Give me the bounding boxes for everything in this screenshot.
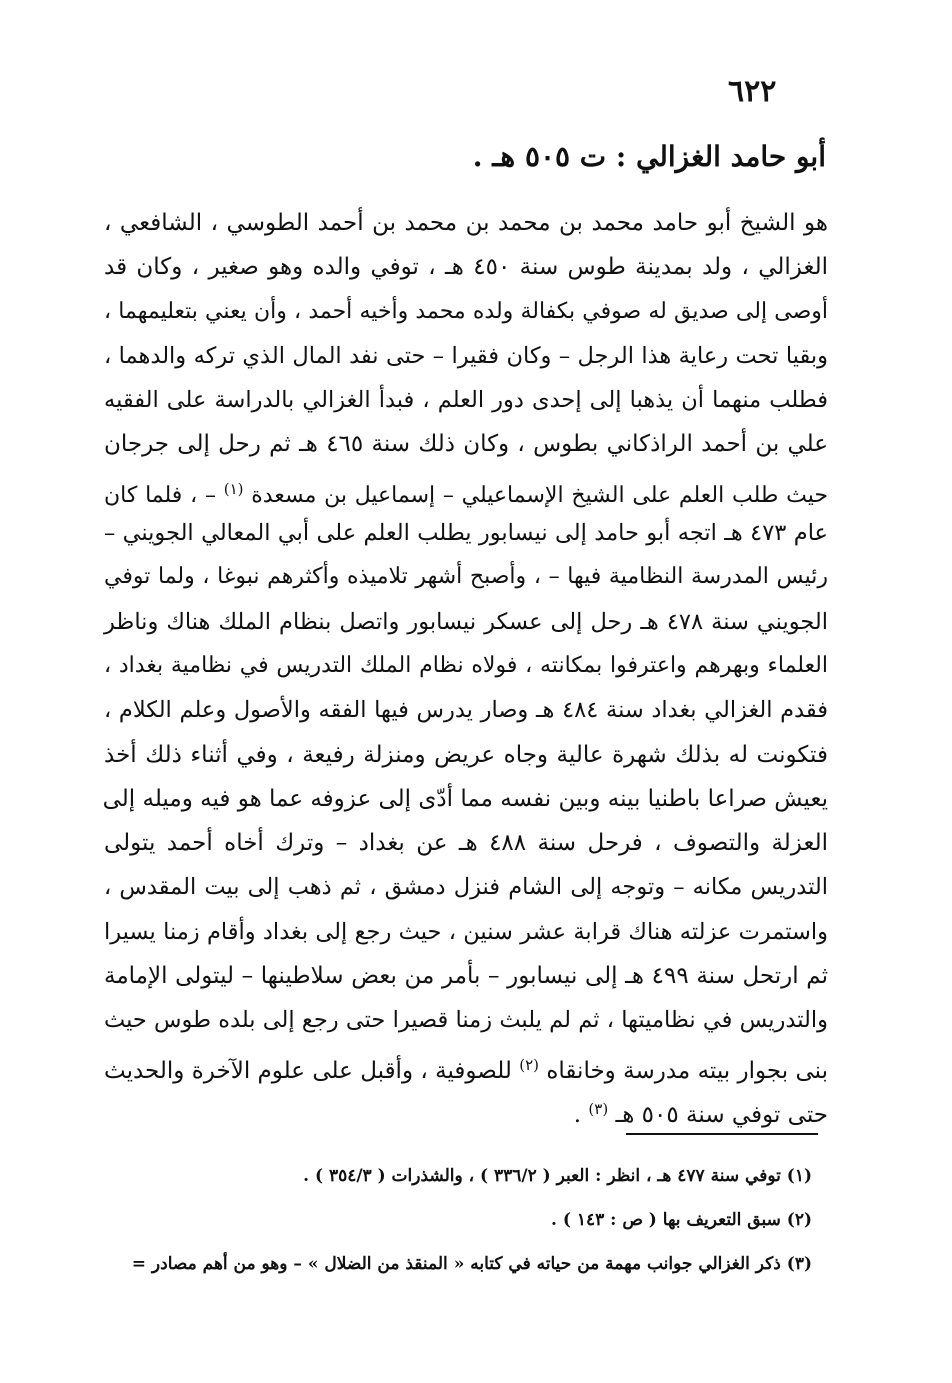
footnotes xyxy=(100,1158,812,1290)
section-heading: أبو حامد الغزالي : ت ٥٠٥ هـ . xyxy=(472,140,826,173)
line-text: – ، فلما كان xyxy=(104,482,216,508)
paragraph-line: يعيش صراعا باطنيا بينه وبين نفسه مما أدّى إلى عزوفه عما هو فيه وميله إلى xyxy=(102,785,828,812)
paragraph-line: الغزالي ، ولد بمدينة طوس سنة ٤٥٠ هـ ، توفي والده وهو صغير ، وكان قد xyxy=(104,254,828,281)
footnote-reference-3: (٣) xyxy=(588,1099,609,1118)
paragraph-line: والتدريس في نظاميتها ، ثم لم يلبث زمنا قصيرا حتى رجع إلى بلده طوس حيث xyxy=(104,1007,828,1034)
footnote-reference-2: (٢) xyxy=(519,1055,540,1074)
paragraph-line xyxy=(104,1043,828,1087)
biography-paragraph xyxy=(104,201,828,1131)
line-text: . xyxy=(573,1101,582,1128)
paragraph-line: رئيس المدرسة النظامية فيها – ، وأصبح أشهر تلاميذه وأكثرهم نبوغا ، ولما توفي xyxy=(104,564,828,590)
footnote-separator xyxy=(626,1133,818,1135)
page-number: ٦٢٢ xyxy=(728,74,777,109)
paragraph-line: وبقيا تحت رعاية هذا الرجل – وكان فقيرا – حتى نفد المال الذي تركه والدهما ، xyxy=(104,342,828,369)
line-text: للصوفية ، وأقبل على علوم الآخرة والحديث xyxy=(104,1057,512,1084)
paragraph-line xyxy=(104,467,828,511)
line-text: حيث طلب العلم على الشيخ الإسماعيلي – إسماعيل بن مسعدة xyxy=(251,482,828,508)
footnote-1: (١) توفي سنة ٤٧٧ هـ ، انظر : العبر ( ٣٣٦/٢ ) ، والشذرات ( ٣٥٤/٣ ) . xyxy=(303,1166,812,1186)
paragraph-line: فطلب منهما أن يذهبا إلى إحدى دور العلم ، فبدأ الغزالي بالدراسة على الفقيه xyxy=(104,387,828,414)
paragraph-line: واستمرت عزلته هناك قرابة عشر سنين ، حيث رجع إلى بغداد وأقام زمنا يسيرا xyxy=(104,918,828,945)
paragraph-line: هو الشيخ أبو حامد محمد بن محمد بن محمد بن أحمد الطوسي ، الشافعي ، xyxy=(104,210,828,236)
footnote-reference-1: (١) xyxy=(223,479,244,498)
paragraph-line: العلماء وبهرهم واعترفوا بمكانته ، فولاه نظام الملك التدريس في نظامية بغداد ، xyxy=(104,652,828,678)
paragraph-line: فتكونت له بذلك شهرة عالية وجاه عريض ومنزلة رفيعة ، وفي أثناء ذلك أخذ xyxy=(104,741,828,768)
paragraph-line: عام ٤٧٣ هـ اتجه أبو حامد إلى نيسابور يطلب العلم على أبي المعالي الجويني – xyxy=(104,520,828,547)
paragraph-line: العزلة والتصوف ، فرحل سنة ٤٨٨ هـ عن بغداد – وترك أخاه أحمد يتولى xyxy=(104,830,828,857)
paragraph-line xyxy=(104,1087,828,1131)
paragraph-line: فقدم الغزالي بغداد سنة ٤٨٤ هـ وصار يدرس فيها الفقه والأصول وعلم الكلام ، xyxy=(104,697,828,724)
paragraph-line: علي بن أحمد الراذكاني بطوس ، وكان ذلك سنة ٤٦٥ هـ ثم رحل إلى جرجان xyxy=(104,431,828,458)
paragraph-line: ثم ارتحل سنة ٤٩٩ هـ إلى نيسابور – بأمر من بعض سلاطينها – ليتولى الإمامة xyxy=(104,963,828,990)
paragraph-line: التدريس مكانه – وتوجه إلى الشام فنزل دمشق ، ثم ذهب إلى بيت المقدس ، xyxy=(104,874,828,901)
line-text: بنى بجوار بيته مدرسة وخانقاه xyxy=(546,1057,829,1084)
paragraph-line: أوصى إلى صديق له صوفي بكفالة ولده محمد وأخيه أحمد ، وأن يعني بتعليمهما ، xyxy=(104,298,828,324)
footnote-3: (٣) ذكر الغزالي جوانب مهمة من حياته في كتابه « المنقذ من الضلال » – وهو من أهم مصادر = xyxy=(131,1254,812,1274)
paragraph-line: الجويني سنة ٤٧٨ هـ رحل إلى عسكر نيسابور واتصل بنظام الملك هناك وناظر xyxy=(104,608,828,635)
footnote-2: (٢) سبق التعريف بها ( ص : ١٤٣ ) . xyxy=(551,1210,812,1230)
line-text: حتى توفي سنة ٥٠٥ هـ xyxy=(615,1101,828,1128)
